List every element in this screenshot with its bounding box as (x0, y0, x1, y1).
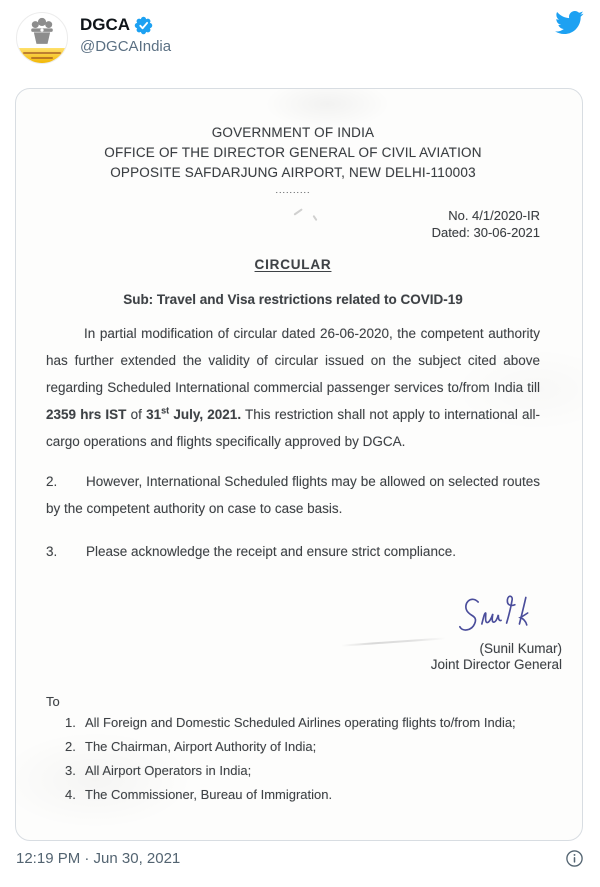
para1-text: This restriction shall not apply to international all-cargo operations and flights specifically approved by DGCA. (46, 407, 541, 449)
reference-number: No. 4/1/2020-IR (448, 208, 540, 223)
recipient-item (46, 783, 540, 807)
recipient-number: 2. (65, 739, 76, 754)
recipient-number: 1. (65, 715, 76, 730)
para3-number: 3. (46, 544, 58, 559)
avatar-band-text-line (31, 57, 53, 59)
para1-ordinal-sup: st (161, 405, 170, 416)
document-subject: Sub: Travel and Visa restrictions related to COVID-19 (123, 292, 463, 307)
letterhead-line: OFFICE OF THE DIRECTOR GENERAL OF CIVIL AVIATION (104, 145, 482, 160)
recipients-block (46, 693, 540, 807)
reference-block (46, 207, 540, 241)
recipient-text: All Airport Operators in India; (85, 763, 252, 778)
para3-text: Please acknowledge the receipt and ensure strict compliance. (86, 544, 456, 559)
para1-bold-date: 31 (146, 407, 162, 422)
author-handle[interactable]: @DGCAIndia (80, 38, 172, 55)
recipient-number: 4. (65, 787, 76, 802)
to-label: To (46, 694, 60, 709)
paragraph-2 (46, 468, 540, 522)
verified-badge-icon (134, 16, 153, 35)
circular-document (16, 89, 582, 807)
para2-text: However, International Scheduled flights may be allowed on selected routes by the competent authority on case to case basis. (46, 474, 540, 516)
recipient-item (46, 711, 540, 735)
twitter-bird-icon[interactable] (554, 10, 584, 40)
paragraph-3 (46, 538, 540, 565)
dots-separator: .......... (275, 185, 311, 195)
letterhead (46, 123, 540, 183)
tweet-timestamp[interactable]: 12:19 PM · Jun 30, 2021 (16, 850, 181, 867)
recipient-text: All Foreign and Domestic Scheduled Airlines operating flights to/from India; (85, 715, 516, 730)
recipient-item (46, 759, 540, 783)
info-icon[interactable] (565, 849, 584, 868)
avatar-band-text-line (23, 52, 61, 54)
signatory-name: (Sunil Kumar) (479, 641, 562, 656)
reference-date: Dated: 30-06-2021 (431, 225, 540, 240)
tweet-media-document[interactable] (15, 88, 583, 841)
paragraph-1 (46, 320, 540, 455)
letterhead-line: GOVERNMENT OF INDIA (211, 125, 375, 140)
signatory-title: Joint Director General (430, 657, 562, 672)
avatar[interactable] (16, 12, 68, 64)
recipient-number: 3. (65, 763, 76, 778)
author-block (80, 12, 171, 57)
para1-bold-time: 2359 hrs IST (46, 407, 127, 422)
document-title: CIRCULAR (254, 257, 332, 272)
para2-number: 2. (46, 474, 58, 489)
avatar-yellow-band (17, 48, 67, 63)
para1-text: In partial modification of circular dated 26-06-2020, the competent authority has further extended the validity of circular issued on the subject cited above regarding Scheduled International commercial passenger services to/from India till (46, 326, 540, 395)
handwritten-signature (456, 623, 548, 638)
tweet-header (16, 12, 584, 68)
para1-text: of (126, 407, 147, 422)
tweet-footer (16, 849, 584, 868)
recipient-text: The Commissioner, Bureau of Immigration. (85, 787, 333, 802)
recipient-item (46, 735, 540, 759)
recipient-text: The Chairman, Airport Authority of India; (85, 739, 317, 754)
signature-block (46, 591, 562, 673)
author-name[interactable]: DGCA (80, 15, 131, 34)
letterhead-line: OPPOSITE SAFDARJUNG AIRPORT, NEW DELHI-110003 (110, 165, 476, 180)
para1-bold-date: July, 2021. (169, 407, 242, 422)
